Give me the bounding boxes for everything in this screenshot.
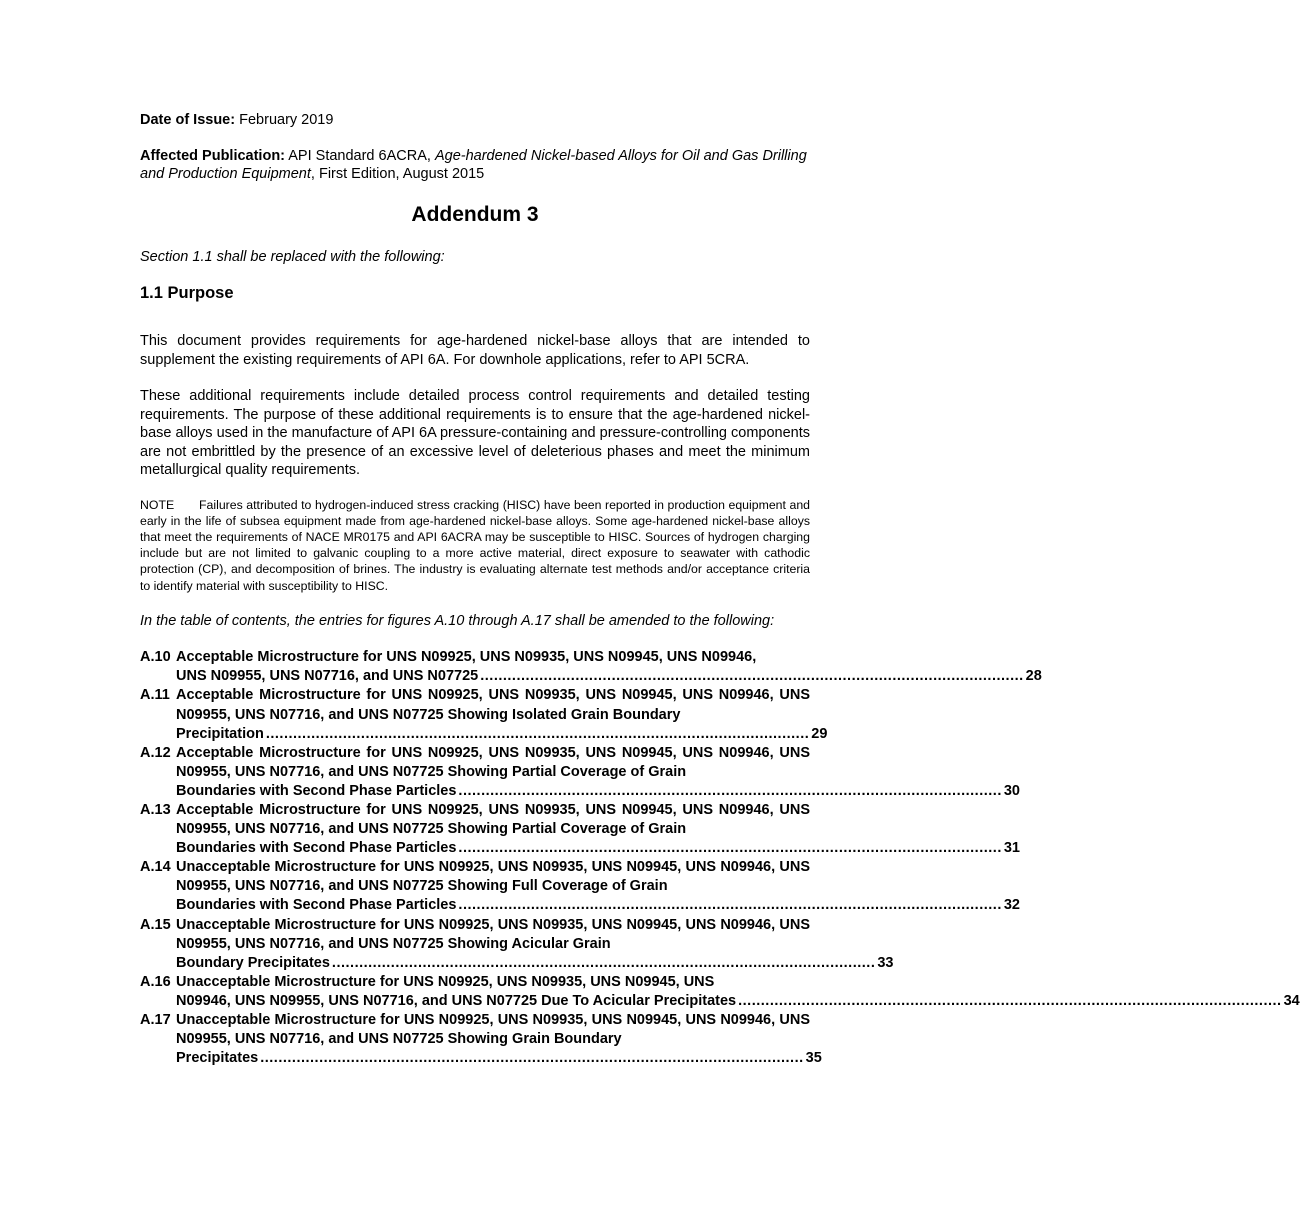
toc-leader-dots: ........................................................................................................................: [260, 1050, 804, 1067]
publication-title: Age-hardened Nickel-based Alloys for Oil and Gas Drilling and Production Equipment: [140, 147, 807, 182]
affected-publication: [140, 147, 810, 184]
toc-leader-dots: ........................................................................................................................: [458, 782, 1002, 799]
toc-entry-title-end: Boundaries with Second Phase Particles: [176, 897, 457, 914]
toc-leader-dots: ........................................................................................................................: [265, 725, 810, 742]
toc-entry-title: Acceptable Microstructure for UNS N09925, UNS N09935, UNS N09945, UNS N09946, UNS N09955, UNS N07716, and UNS N07725 Showing Partial Coverage of Grain: [176, 801, 810, 838]
publication-label: Affected Publication:: [140, 147, 286, 164]
purpose-paragraph-2: These additional requirements include detailed process control requirements and detailed testing requirements. The purpose of these additional requirements is to ensure that the age-hardened nickel-base alloys used in the manufacture of API 6A pressure-containing and pressure-controlling components are not embrittled by the presence of an excessive level of deleterious phases and meet the minimum metallurgical quality requirements.: [140, 388, 810, 478]
section-heading: 1.1 Purpose: [140, 284, 234, 302]
toc-page-number: 34: [1283, 992, 1300, 1009]
instruction-toc-amend: In the table of contents, the entries for figures A.10 through A.17 shall be amended to the following:: [140, 612, 775, 629]
note-text: Failures attributed to hydrogen-induced stress cracking (HISC) have been reported in production equipment and early in the life of subsea equipment made from age-hardened nickel-base alloys. Some age-hardened nickel-base alloys that meet the requirements of NACE MR0175 and API 6ACRA may be susceptible to HISC. Sources of hydrogen charging include but are not limited to galvanic coupling to a more active material, direct exposure to seawater with cathodic protection (CP), and decomposition of brines. The industry is evaluating alternate test methods and/or acceptance criteria to identify material with susceptibility to HISC.: [140, 497, 810, 593]
toc-figure-number: A.17: [140, 1012, 171, 1028]
note-block: [140, 497, 810, 594]
addendum-title: Addendum 3: [411, 202, 539, 226]
toc-entry[interactable]: [140, 686, 828, 743]
toc-entry-title: Unacceptable Microstructure for UNS N09925, UNS N09935, UNS N09945, UNS: [176, 973, 715, 990]
toc-figure-number: A.16: [140, 973, 171, 990]
toc-entry-title-end: Boundaries with Second Phase Particles: [176, 782, 457, 799]
toc-figure-number: A.13: [140, 801, 171, 818]
purpose-paragraph-1: This document provides requirements for age-hardened nickel-base alloys that are intended to supplement the existing requirements of API 6A. For downhole applications, refer to API 5CRA.: [140, 333, 810, 368]
instruction-replace-section: Section 1.1 shall be replaced with the following:: [140, 248, 445, 265]
toc-figure-number: A.10: [140, 649, 171, 666]
publication-suffix: , First Edition, August 2015: [310, 166, 485, 182]
toc-entry[interactable]: [140, 648, 1042, 686]
toc-figure-number: A.15: [140, 916, 171, 933]
toc-entry-title: Unacceptable Microstructure for UNS N09925, UNS N09935, UNS N09945, UNS N09946, UNS N09955, UNS N07716, and UNS N07725 Showing Acicular Grain: [176, 916, 810, 952]
toc-figure-number: A.11: [140, 687, 170, 704]
table-of-contents-list: [140, 648, 1300, 1068]
toc-entry[interactable]: [140, 744, 1020, 801]
publication-prefix: API Standard 6ACRA,: [288, 147, 431, 164]
toc-entry-title-end: Precipitates: [176, 1050, 259, 1067]
toc-page-number: 31: [1003, 840, 1020, 857]
toc-page-number: 32: [1003, 897, 1020, 914]
toc-entry-title-end: N09946, UNS N09955, UNS N07716, and UNS N07725 Due To Acicular Precipitates: [176, 992, 737, 1009]
date-label: Date of Issue:: [140, 112, 236, 128]
toc-leader-dots: ........................................................................................................................: [738, 992, 1282, 1009]
toc-page-number: 30: [1003, 782, 1020, 799]
toc-figure-number: A.12: [140, 744, 171, 761]
toc-entry-title: Unacceptable Microstructure for UNS N09925, UNS N09935, UNS N09945, UNS N09946, UNS N09955, UNS N07716, and UNS N07725 Showing Full Coverage of Grain: [176, 859, 810, 895]
toc-leader-dots: ........................................................................................................................: [458, 840, 1002, 857]
toc-entry-title: Acceptable Microstructure for UNS N09925, UNS N09935, UNS N09945, UNS N09946, UNS N09955, UNS N07716, and UNS N07725 Showing Partial Coverage of Grain: [176, 744, 810, 780]
date-of-issue: [140, 111, 810, 130]
toc-entry-title-end: Boundaries with Second Phase Particles: [176, 840, 457, 857]
toc-page-number: 28: [1025, 668, 1042, 685]
toc-entry[interactable]: [140, 973, 1300, 1011]
toc-entry-title-end: Precipitation: [176, 725, 264, 742]
toc-entry-title: Acceptable Microstructure for UNS N09925, UNS N09935, UNS N09945, UNS N09946,: [176, 649, 757, 666]
toc-leader-dots: ........................................................................................................................: [331, 954, 876, 971]
date-value: February 2019: [239, 112, 334, 128]
toc-entry-title: Unacceptable Microstructure for UNS N09925, UNS N09935, UNS N09945, UNS N09946, UNS N09955, UNS N07716, and UNS N07725 Showing Grain Boundary: [176, 1012, 810, 1048]
document-content: [140, 111, 1300, 1068]
toc-entry-title-end: UNS N09955, UNS N07716, and UNS N07725: [176, 668, 479, 685]
toc-entry-title-end: Boundary Precipitates: [176, 954, 330, 971]
toc-leader-dots: ........................................................................................................................: [480, 668, 1024, 685]
toc-entry[interactable]: [140, 1011, 822, 1068]
toc-entry[interactable]: [140, 858, 1020, 915]
toc-entry-title: Acceptable Microstructure for UNS N09925, UNS N09935, UNS N09945, UNS N09946, UNS N09955, UNS N07716, and UNS N07725 Showing Isolated Grain Boundary: [176, 687, 810, 723]
toc-entry[interactable]: [140, 916, 894, 973]
toc-page-number: 29: [811, 725, 828, 742]
toc-figure-number: A.14: [140, 859, 171, 876]
toc-leader-dots: ........................................................................................................................: [458, 897, 1002, 914]
toc-entry[interactable]: [140, 801, 1020, 858]
toc-page-number: 35: [805, 1050, 822, 1067]
note-label: NOTE: [140, 497, 175, 512]
toc-page-number: 33: [877, 954, 894, 971]
